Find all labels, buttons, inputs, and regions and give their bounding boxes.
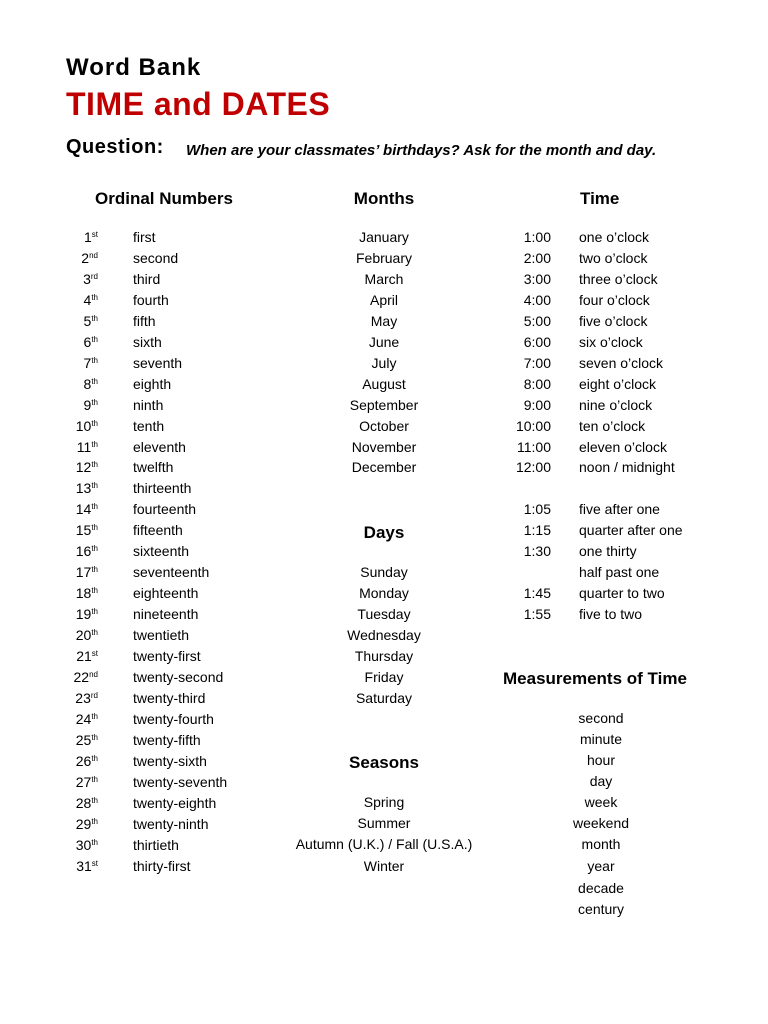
ordinal-number bbox=[60, 311, 98, 332]
clock-time-words: three o’clock bbox=[579, 270, 658, 287]
measurement-item: hour bbox=[586, 752, 616, 768]
ordinal-suffix: th bbox=[91, 313, 98, 323]
ordinal-word: sixth bbox=[133, 333, 162, 350]
ordinal-digit: 29 bbox=[75, 815, 92, 832]
ordinal-suffix: th bbox=[91, 837, 98, 847]
ordinal-digit: 16 bbox=[75, 543, 92, 560]
ordinal-word: second bbox=[133, 249, 179, 266]
ordinal-digit: 1 bbox=[83, 229, 92, 245]
ordinal-number bbox=[60, 730, 98, 751]
ordinal-digit: 18 bbox=[75, 585, 92, 602]
ordinal-digit: 26 bbox=[75, 752, 92, 769]
ordinal-number bbox=[60, 269, 98, 290]
month-item: September bbox=[349, 396, 419, 413]
ordinal-digit: 24 bbox=[75, 710, 92, 727]
month-item: July bbox=[371, 354, 397, 371]
ordinal-word: ninth bbox=[133, 396, 164, 413]
clock-time: 12:00 bbox=[515, 459, 551, 476]
clock-time: 3:00 bbox=[523, 270, 551, 287]
ordinal-number bbox=[60, 520, 98, 541]
ordinal-suffix: th bbox=[91, 607, 98, 617]
ordinal-number bbox=[60, 793, 98, 814]
ordinal-number bbox=[60, 856, 98, 877]
ordinal-suffix: th bbox=[91, 795, 98, 805]
ordinal-digit: 15 bbox=[75, 522, 92, 539]
ordinal-number bbox=[60, 374, 98, 395]
month-item: November bbox=[351, 438, 417, 455]
month-item: May bbox=[370, 312, 398, 329]
ordinal-digit: 30 bbox=[75, 836, 92, 853]
ordinal-word: twenty-third bbox=[133, 689, 206, 706]
ordinal-digit: 28 bbox=[75, 794, 92, 811]
ordinal-digit: 3 bbox=[83, 270, 91, 287]
month-item: February bbox=[355, 249, 413, 266]
clock-time-words: five o’clock bbox=[579, 312, 648, 329]
ordinal-number bbox=[60, 562, 98, 583]
ordinal-digit: 8 bbox=[83, 375, 92, 392]
day-item: Sunday bbox=[360, 564, 408, 580]
ordinal-word: tenth bbox=[133, 417, 165, 434]
season-item: Autumn (U.K.) / Fall (U.S.A.) bbox=[295, 836, 473, 852]
ordinal-digit: 7 bbox=[83, 354, 92, 371]
ordinal-suffix: th bbox=[91, 439, 98, 449]
ordinal-digit: 23 bbox=[75, 689, 91, 706]
measurement-item: decade bbox=[578, 880, 624, 896]
ordinal-suffix: st bbox=[91, 858, 98, 868]
ordinal-digit: 20 bbox=[75, 627, 92, 644]
month-item: August bbox=[362, 375, 406, 392]
ordinal-suffix: th bbox=[91, 460, 98, 470]
ordinal-suffix: th bbox=[91, 334, 98, 344]
ordinal-word: thirtieth bbox=[133, 836, 179, 853]
ordinal-suffix: th bbox=[91, 774, 98, 784]
ordinal-digit: 25 bbox=[75, 731, 92, 748]
ordinal-word: twenty-ninth bbox=[133, 815, 209, 832]
ordinal-suffix: th bbox=[91, 732, 98, 742]
ordinal-number bbox=[60, 625, 98, 646]
ordinal-suffix: th bbox=[91, 502, 98, 512]
ordinal-word: twenty-fifth bbox=[133, 731, 201, 748]
clock-time-words: two o’clock bbox=[579, 249, 648, 266]
ordinal-digit: 6 bbox=[83, 333, 92, 350]
ordinal-suffix: rd bbox=[90, 271, 98, 281]
ordinal-number bbox=[60, 416, 98, 437]
time-heading: Time bbox=[580, 189, 620, 208]
ordinal-number bbox=[60, 646, 98, 667]
clock-time: 9:00 bbox=[523, 396, 551, 413]
clock-time-words: half past one bbox=[579, 563, 660, 580]
clock-time: 6:00 bbox=[523, 333, 551, 350]
clock-time: 8:00 bbox=[523, 375, 551, 392]
ordinal-digit: 4 bbox=[83, 291, 92, 308]
ordinal-number bbox=[60, 437, 98, 458]
ordinal-suffix: th bbox=[91, 523, 98, 533]
ordinal-digit: 12 bbox=[75, 459, 92, 476]
measurements-heading: Measurements of Time bbox=[503, 669, 687, 688]
day-item: Thursday bbox=[354, 647, 414, 664]
clock-time-words: six o’clock bbox=[579, 333, 643, 350]
measurement-item: minute bbox=[579, 731, 623, 747]
question-text: When are your classmates’ birthdays? Ask for the month and day. bbox=[186, 142, 657, 159]
day-item: Friday bbox=[364, 668, 404, 685]
season-item: Summer bbox=[357, 815, 411, 831]
ordinal-number bbox=[60, 290, 98, 311]
ordinal-number bbox=[60, 772, 98, 793]
clock-time-words: five after one bbox=[579, 501, 660, 517]
ordinal-number bbox=[60, 499, 98, 520]
ordinal-digit: 10 bbox=[75, 417, 92, 434]
ordinal-suffix: th bbox=[91, 711, 98, 721]
clock-time-words: nine o’clock bbox=[579, 396, 653, 413]
clock-time: 1:30 bbox=[523, 542, 551, 559]
day-item: Monday bbox=[359, 584, 409, 601]
clock-time: 5:00 bbox=[523, 312, 551, 329]
measurement-item: year bbox=[587, 858, 615, 874]
ordinal-digit: 17 bbox=[75, 564, 92, 581]
day-item: Saturday bbox=[355, 689, 413, 706]
ordinal-word: fourth bbox=[133, 291, 169, 308]
ordinal-digit: 21 bbox=[76, 648, 92, 664]
ordinal-suffix: rd bbox=[90, 690, 98, 700]
clock-time-words: eight o’clock bbox=[579, 375, 657, 392]
ordinal-suffix: nd bbox=[89, 669, 98, 679]
ordinal-number bbox=[60, 353, 98, 374]
ordinal-word: twenty-eighth bbox=[133, 794, 217, 811]
clock-time-words: one thirty bbox=[579, 542, 637, 559]
clock-time-words: eleven o’clock bbox=[579, 438, 667, 455]
ordinal-word: eighth bbox=[133, 375, 172, 392]
word-bank-label: Word Bank bbox=[66, 54, 202, 81]
ordinal-word: twentieth bbox=[133, 627, 190, 644]
ordinal-word: twenty-seventh bbox=[133, 773, 228, 790]
ordinal-digit: 9 bbox=[83, 396, 92, 413]
clock-time: 2:00 bbox=[523, 249, 551, 266]
clock-time-words: one o’clock bbox=[579, 229, 650, 245]
ordinal-word: twenty-second bbox=[133, 668, 224, 685]
clock-time: 10:00 bbox=[515, 417, 551, 434]
clock-time: 1:00 bbox=[523, 229, 551, 245]
clock-time-words: quarter to two bbox=[579, 584, 665, 601]
ordinal-word: seventh bbox=[133, 354, 183, 371]
measurement-item: week bbox=[584, 794, 618, 810]
ordinal-number bbox=[60, 227, 98, 248]
ordinal-digit: 11 bbox=[76, 438, 92, 455]
ordinal-word: thirty-first bbox=[133, 857, 191, 874]
ordinal-number bbox=[60, 541, 98, 562]
clock-time-words: quarter after one bbox=[579, 521, 683, 538]
ordinal-digit: 14 bbox=[75, 501, 92, 518]
month-item: October bbox=[359, 417, 409, 434]
ordinal-word: twenty-first bbox=[133, 648, 201, 664]
ordinal-digit: 19 bbox=[75, 606, 92, 623]
ordinal-digit: 22 bbox=[73, 668, 90, 685]
day-item: Tuesday bbox=[357, 605, 411, 622]
season-item: Spring bbox=[363, 794, 405, 810]
ordinal-number bbox=[60, 709, 98, 730]
ordinal-word: twelfth bbox=[133, 459, 174, 476]
ordinal-digit: 5 bbox=[83, 312, 92, 329]
ordinal-word: first bbox=[133, 229, 156, 245]
month-item: March bbox=[364, 270, 404, 287]
clock-time: 4:00 bbox=[523, 291, 551, 308]
measurement-item: second bbox=[578, 710, 624, 726]
clock-time: 1:15 bbox=[523, 521, 551, 538]
ordinal-word: thirteenth bbox=[133, 480, 192, 497]
clock-time-words: ten o’clock bbox=[579, 417, 646, 434]
season-item: Winter bbox=[363, 858, 405, 874]
ordinal-word: sixteenth bbox=[133, 543, 190, 560]
clock-time: 1:45 bbox=[523, 584, 551, 601]
ordinal-number bbox=[60, 395, 98, 416]
ordinal-word: twenty-fourth bbox=[133, 710, 214, 727]
ordinal-suffix: th bbox=[91, 355, 98, 365]
ordinal-word: eighteenth bbox=[133, 585, 199, 602]
ordinal-digit: 31 bbox=[76, 857, 92, 874]
ordinal-suffix: st bbox=[91, 649, 98, 658]
ordinal-word: seventeenth bbox=[133, 564, 210, 581]
ordinal-suffix: th bbox=[91, 397, 98, 407]
ordinal-word: twenty-sixth bbox=[133, 752, 207, 769]
ordinal-word: fifth bbox=[133, 312, 156, 329]
measurement-item: day bbox=[589, 773, 613, 789]
ordinal-number bbox=[60, 583, 98, 604]
ordinal-digit: 13 bbox=[75, 480, 92, 497]
month-item: January bbox=[359, 229, 409, 245]
clock-time: 1:05 bbox=[523, 501, 551, 517]
ordinal-suffix: nd bbox=[89, 250, 98, 260]
clock-time: 1:55 bbox=[523, 605, 551, 622]
ordinal-suffix: th bbox=[91, 376, 98, 386]
month-item: June bbox=[368, 333, 400, 350]
ordinal-number bbox=[60, 604, 98, 625]
ordinal-suffix: th bbox=[91, 586, 98, 596]
ordinal-suffix: th bbox=[91, 544, 98, 554]
ordinal-suffix: th bbox=[91, 418, 98, 428]
clock-time-words: noon / midnight bbox=[579, 459, 675, 476]
ordinal-suffix: th bbox=[91, 628, 98, 638]
ordinal-digit: 2 bbox=[81, 249, 90, 266]
ordinal-number bbox=[60, 667, 98, 688]
clock-time: 11:00 bbox=[517, 438, 551, 455]
ordinal-suffix: th bbox=[91, 481, 98, 491]
ordinal-number bbox=[60, 332, 98, 353]
months-heading: Months bbox=[353, 189, 415, 208]
ordinal-number bbox=[60, 751, 98, 772]
clock-time: 7:00 bbox=[523, 354, 551, 371]
ordinal-suffix: st bbox=[91, 230, 98, 239]
ordinal-word: nineteenth bbox=[133, 606, 199, 623]
clock-time-words: four o’clock bbox=[579, 291, 650, 308]
ordinal-suffix: th bbox=[91, 816, 98, 826]
month-item: April bbox=[369, 291, 398, 308]
ordinal-word: fifteenth bbox=[133, 522, 183, 539]
clock-time-words: seven o’clock bbox=[579, 354, 664, 371]
ordinal-word: eleventh bbox=[133, 438, 186, 455]
measurement-item: month bbox=[581, 836, 621, 852]
measurement-item: weekend bbox=[572, 815, 630, 831]
seasons-heading: Seasons bbox=[349, 753, 419, 772]
page-title: TIME and DATES bbox=[66, 86, 331, 122]
question-label: Question: bbox=[66, 136, 164, 158]
month-item: December bbox=[351, 459, 417, 476]
days-heading: Days bbox=[363, 523, 405, 542]
ordinal-suffix: th bbox=[91, 753, 98, 763]
ordinal-word: fourteenth bbox=[133, 501, 197, 518]
ordinal-numbers-heading: Ordinal Numbers bbox=[95, 189, 233, 208]
measurement-item: century bbox=[578, 901, 624, 917]
ordinal-number bbox=[60, 478, 98, 499]
ordinal-word: third bbox=[133, 270, 161, 287]
ordinal-number bbox=[60, 814, 98, 835]
ordinal-number bbox=[60, 835, 98, 856]
ordinal-number bbox=[60, 457, 98, 478]
ordinal-number bbox=[60, 248, 98, 269]
clock-time-words: five to two bbox=[579, 605, 643, 622]
ordinal-suffix: th bbox=[91, 292, 98, 302]
ordinal-number bbox=[60, 688, 98, 709]
ordinal-digit: 27 bbox=[75, 773, 92, 790]
day-item: Wednesday bbox=[347, 626, 421, 643]
ordinal-suffix: th bbox=[91, 565, 98, 575]
